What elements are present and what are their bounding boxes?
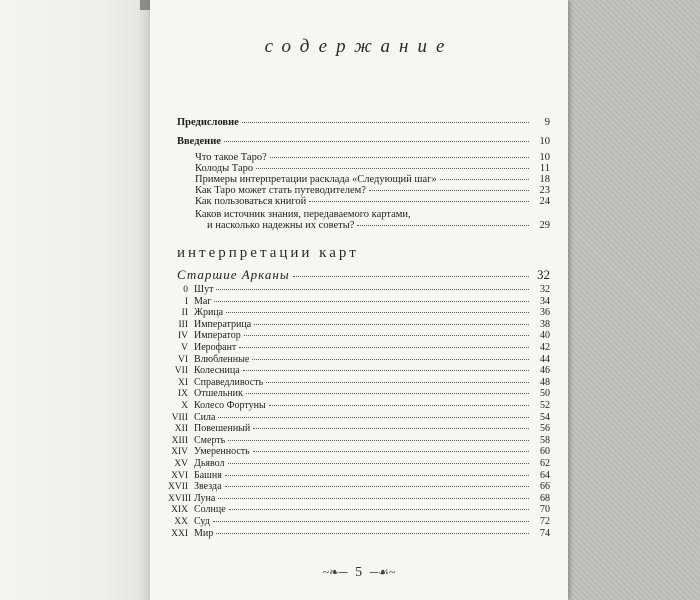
arcana-name: Справедливость xyxy=(194,376,264,388)
toc-entry-label: Что такое Таро? xyxy=(195,152,267,163)
arcana-entry xyxy=(168,458,550,470)
leader-dots xyxy=(216,289,529,290)
page-fold xyxy=(136,0,150,600)
toc-entry xyxy=(177,117,550,129)
arcana-number: XV xyxy=(174,459,188,469)
arcana-entry xyxy=(168,435,550,447)
toc-entry-label: Введение xyxy=(177,136,221,147)
leader-dots xyxy=(309,201,529,202)
leader-dots xyxy=(254,324,529,325)
arcana-number: V xyxy=(181,343,188,353)
toc-entry xyxy=(195,196,550,208)
arcana-page: 58 xyxy=(540,434,550,446)
arcana-number: XIV xyxy=(171,447,188,458)
toc-entry-label: Предисловие xyxy=(177,117,239,128)
arcana-entry xyxy=(168,284,550,296)
arcana-name: Башня xyxy=(194,469,222,481)
leader-dots xyxy=(369,190,529,191)
leader-dots xyxy=(244,335,529,336)
arcana-page: 38 xyxy=(540,318,550,330)
arcana-entry xyxy=(168,446,550,458)
arcana-name: Луна xyxy=(194,492,216,504)
arcana-name: Шут xyxy=(194,284,214,295)
arcana-number: I xyxy=(184,296,188,307)
arcana-name: Суд xyxy=(194,516,210,527)
toc-entry-label: Примеры интерпретации расклада «Следующий шаг» xyxy=(195,174,437,185)
arcana-name: Император xyxy=(194,330,241,342)
leader-dots xyxy=(256,168,529,169)
arcana-name: Маг xyxy=(194,295,212,307)
book-page xyxy=(150,0,568,600)
leader-dots xyxy=(225,475,529,476)
toc-entry-page: 10 xyxy=(539,136,550,147)
arcana-entry xyxy=(168,365,550,377)
arcana-entry xyxy=(168,388,550,400)
toc-entry-page: 23 xyxy=(539,185,550,196)
arcana-number: XII xyxy=(174,424,188,435)
arcana-entry xyxy=(168,516,550,528)
arcana-number: 0 xyxy=(183,285,188,295)
arcana-entry xyxy=(168,330,550,342)
leader-dots xyxy=(252,359,529,360)
arcana-name: Императрица xyxy=(194,318,252,330)
toc-entry xyxy=(177,136,550,148)
arcana-entry xyxy=(168,354,550,366)
toc-entry-page: 10 xyxy=(539,152,550,163)
arcana-number: XIII xyxy=(171,435,188,446)
toc-entry xyxy=(207,220,550,232)
arcana-entry xyxy=(168,342,550,354)
arcana-page: 52 xyxy=(540,400,550,411)
page-footer xyxy=(150,565,568,581)
arcana-page: 60 xyxy=(540,446,550,458)
right-ornament-icon: ─☙~ xyxy=(369,565,396,579)
arcana-entry xyxy=(168,493,550,505)
toc-entry-label: Как Таро может стать путеводителем? xyxy=(195,185,366,196)
arcana-page: 54 xyxy=(540,411,550,423)
page-number: 5 xyxy=(355,565,363,580)
leader-dots xyxy=(357,225,529,226)
arcana-page: 74 xyxy=(540,527,550,539)
arcana-number: VII xyxy=(174,366,188,377)
arcana-number: XVIII xyxy=(168,493,192,504)
arcana-page: 56 xyxy=(540,423,550,435)
leader-dots xyxy=(242,122,529,123)
leader-dots xyxy=(229,509,529,510)
leader-dots xyxy=(239,347,529,348)
toc-entry-page: 11 xyxy=(539,163,550,174)
arcana-page: 48 xyxy=(540,376,550,388)
toc-entry-label: и насколько надежны их советы? xyxy=(207,220,355,231)
arcana-name: Колесо Фортуны xyxy=(194,400,266,411)
arcana-number: XXI xyxy=(171,528,188,539)
arcana-number: XI xyxy=(177,377,188,388)
arcana-entry xyxy=(168,319,550,331)
leader-dots xyxy=(243,370,529,371)
arcana-name: Повешенный xyxy=(194,423,251,435)
leader-dots xyxy=(269,405,529,406)
leader-dots xyxy=(266,382,529,383)
arcana-entry xyxy=(168,296,550,308)
arcana-name: Отшельник xyxy=(194,388,243,400)
leader-dots xyxy=(225,486,529,487)
arcana-page: 50 xyxy=(540,388,550,400)
leader-dots xyxy=(214,301,529,302)
left-ornament-icon: ~❧─ xyxy=(322,565,348,579)
arcana-number: IX xyxy=(177,389,188,400)
toc-entry-label: Как пользоваться книгой xyxy=(195,196,307,207)
leader-dots xyxy=(246,393,529,394)
arcana-name: Влюбленные xyxy=(194,353,250,365)
subsection-row xyxy=(177,268,550,282)
leader-dots xyxy=(213,521,529,522)
leader-dots xyxy=(218,417,529,418)
arcana-name: Жрица xyxy=(194,307,224,319)
page-title: содержание xyxy=(264,36,454,57)
arcana-entry xyxy=(168,481,550,493)
arcana-number: XVI xyxy=(171,470,188,481)
arcana-page: 68 xyxy=(540,492,550,504)
arcana-name: Сила xyxy=(194,411,216,423)
toc-entry-page: 18 xyxy=(539,174,550,185)
arcana-page: 72 xyxy=(540,516,550,527)
arcana-name: Солнце xyxy=(194,504,226,516)
arcana-number: VI xyxy=(177,354,188,365)
arcana-entry xyxy=(168,470,550,482)
leader-dots xyxy=(224,141,529,142)
arcana-page: 36 xyxy=(540,307,550,319)
arcana-page: 46 xyxy=(540,365,550,377)
arcana-page: 44 xyxy=(540,353,550,365)
toc-entry-label: Колоды Таро xyxy=(195,163,254,174)
toc-entry-page: 9 xyxy=(544,117,550,128)
arcana-number: XVII xyxy=(168,482,189,493)
arcana-page: 66 xyxy=(540,481,550,493)
leader-dots xyxy=(253,428,529,429)
arcana-number: XIX xyxy=(171,505,188,516)
arcana-entry xyxy=(168,528,550,540)
arcana-page: 62 xyxy=(540,458,550,469)
subsection-page: 32 xyxy=(537,267,550,282)
arcana-number: III xyxy=(178,319,188,330)
leader-dots xyxy=(226,312,529,313)
toc-entry-label: Каков источник знания, передаваемого картами, xyxy=(195,209,411,220)
arcana-entry xyxy=(168,412,550,424)
arcana-page: 34 xyxy=(540,295,550,307)
section-title: интерпретации карт xyxy=(177,245,359,261)
leader-dots xyxy=(253,451,529,452)
arcana-number: VIII xyxy=(171,412,188,423)
arcana-entry xyxy=(168,377,550,389)
arcana-page: 32 xyxy=(540,284,550,295)
leader-dots xyxy=(293,276,529,277)
leader-dots xyxy=(228,463,530,464)
arcana-number: IV xyxy=(177,331,188,342)
leader-dots xyxy=(270,157,529,158)
arcana-number: X xyxy=(181,401,188,411)
toc-entry-page: 29 xyxy=(539,220,550,231)
leader-dots xyxy=(440,179,529,180)
book-spine xyxy=(0,0,150,600)
arcana-number: XX xyxy=(174,517,188,527)
arcana-page: 64 xyxy=(540,469,550,481)
leader-dots xyxy=(228,440,529,441)
arcana-name: Смерть xyxy=(194,434,226,446)
arcana-name: Дьявол xyxy=(194,458,225,469)
arcana-name: Умеренность xyxy=(194,446,250,458)
arcana-name: Иерофант xyxy=(194,342,237,353)
arcana-page: 40 xyxy=(540,330,550,342)
arcana-entry xyxy=(168,504,550,516)
subsection-label: Старшие Арканы xyxy=(177,267,290,282)
arcana-page: 42 xyxy=(540,342,550,353)
arcana-entry xyxy=(168,423,550,435)
toc-entry-page: 24 xyxy=(539,196,550,207)
arcana-name: Звезда xyxy=(194,481,222,493)
leader-dots xyxy=(218,498,529,499)
leader-dots xyxy=(216,533,529,534)
book-cover xyxy=(560,0,700,600)
arcana-number: II xyxy=(181,308,188,319)
arcana-name: Колесница xyxy=(194,365,240,377)
arcana-name: Мир xyxy=(194,527,214,539)
arcana-entry xyxy=(168,307,550,319)
arcana-entry xyxy=(168,400,550,412)
arcana-page: 70 xyxy=(540,504,550,516)
